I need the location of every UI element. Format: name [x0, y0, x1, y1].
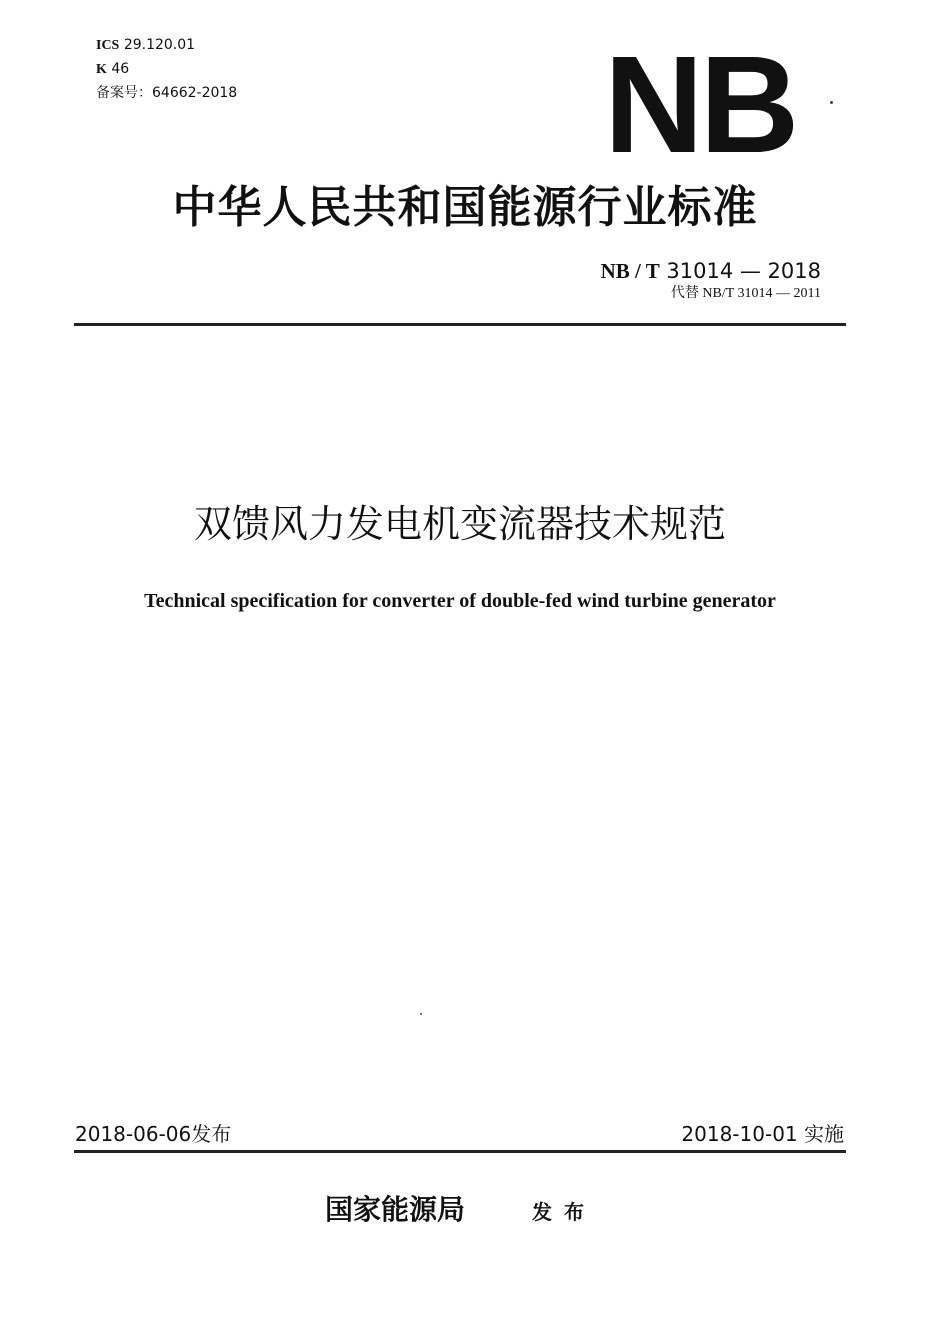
publish-label: 发布	[532, 1200, 596, 1224]
ics-label: ICS	[96, 38, 120, 53]
nb-logo: NB	[604, 28, 796, 182]
standard-number	[601, 258, 821, 284]
document-title-en: Technical specification for converter of double-fed wind turbine generator	[144, 590, 776, 612]
standard-prefix: NB / T	[600, 259, 660, 283]
class-value: 46	[111, 61, 130, 77]
replaces-standard: 代替 NB/T 31014 — 2011	[670, 286, 821, 301]
industry-standard-title: 中华人民共和国能源行业标准	[172, 182, 758, 233]
issue-date: 2018-06-06发布	[75, 1122, 232, 1146]
header-divider	[74, 323, 846, 326]
record-number	[96, 84, 237, 102]
record-value: 64662-2018	[152, 85, 238, 101]
effective-date: 2018-10-01 实施	[681, 1122, 844, 1146]
scan-speck	[420, 1013, 422, 1015]
publisher-name: 国家能源局	[325, 1193, 466, 1226]
ics-value: 29.120.01	[123, 37, 196, 53]
record-label: 备案号：	[96, 85, 152, 101]
classification-code	[96, 60, 129, 79]
ics-code	[96, 36, 195, 55]
standard-code: 31014 — 2018	[666, 259, 821, 283]
footer-divider	[74, 1150, 846, 1153]
scan-speck	[830, 101, 833, 104]
class-label: K	[96, 62, 107, 77]
document-title-cn: 双馈风力发电机变流器技术规范	[193, 502, 726, 546]
